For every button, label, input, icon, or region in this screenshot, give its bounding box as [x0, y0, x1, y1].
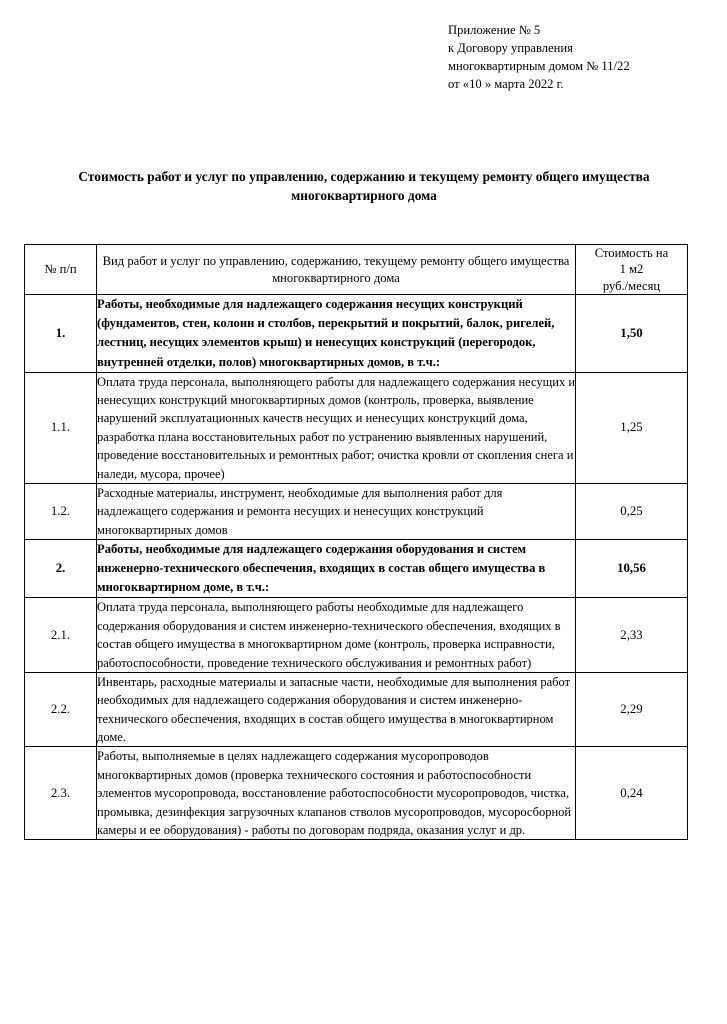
row-description: Расходные материалы, инструмент, необходимые для выполнения работ для надлежащего содержания и ремонта несущих и ненесущих конструкций многоквартирных домов: [97, 483, 576, 539]
table-row: [25, 295, 688, 373]
row-number: 2.2.: [25, 672, 97, 747]
row-description: Оплата труда персонала, выполняющего работы для надлежащего содержания несущих и ненесущих конструкций многоквартирных домов (контроль, проверка, выявление нарушений эксплуатационных качеств несущих и ненесущих конструкций дома, разработка плана восстановительных работ по устранению выявленных нарушений, проведение восстановительных и ремонтных работ; очистка кровли от скопления снега и наледи, мусора, прочее): [97, 372, 576, 483]
column-header-price: [576, 245, 688, 295]
column-header-description: Вид работ и услуг по управлению, содержанию, текущему ремонту общего имущества многоквартирного дома: [97, 245, 576, 295]
column-header-price-line3: руб./месяц: [602, 278, 661, 293]
page-title: Стоимость работ и услуг по управлению, содержанию и текущему ремонту общего имущества многоквартирного дома: [78, 169, 650, 203]
table-row: [25, 672, 688, 747]
row-description: Оплата труда персонала, выполняющего работы необходимые для надлежащего содержания оборудования и систем инженерно-технического обеспечения, входящих в состав общего имущества в многоквартирном доме (контроль, проверка исправности, работоспособности, проведение технического обслуживания и ремонтных работ): [97, 598, 576, 673]
header-line-date: от «10 » марта 2022 г.: [448, 76, 564, 91]
row-number: 1.: [25, 295, 97, 373]
row-price: 2,29: [576, 672, 688, 747]
row-description: Работы, необходимые для надлежащего содержания несущих конструкций (фундаментов, стен, колонн и столбов, перекрытий и покрытий, балок, ригелей, лестниц, несущих элементов крыш) и ненесущих конструкций (перегородок, внутренней отделки, полов) многоквартирных домов, в т.ч.:: [97, 295, 576, 373]
table-row: [25, 540, 688, 598]
table-row: [25, 598, 688, 673]
row-price: 1,50: [576, 295, 688, 373]
row-description: Работы, выполняемые в целях надлежащего содержания мусоропроводов многоквартирных домов (проверка технического состояния и работоспособности элементов мусоропровода, восстановление работоспособности мусоропроводов, чистка, промывка, дезинфекция загрузочных клапанов стволов мусоропроводов, мусоросборной камеры и ее оборудования) - работы по договорам подряда, оказания услуг и др.: [97, 747, 576, 840]
row-number: 2.1.: [25, 598, 97, 673]
document-header-block: [448, 22, 710, 94]
row-price: 1,25: [576, 372, 688, 483]
row-description: Инвентарь, расходные материалы и запасные части, необходимые для выполнения работ необходимых для надлежащего содержания оборудования и систем инженерно-технического обеспечения, входящих в состав общего имущества в многоквартирном доме.: [97, 672, 576, 747]
row-price: 0,25: [576, 483, 688, 539]
header-line-appendix: Приложение № 5: [448, 23, 541, 37]
table-header-row: [25, 245, 688, 295]
row-description: Работы, необходимые для надлежащего содержания оборудования и систем инженерно-технического обеспечения, входящих в состав общего имущества в многоквартирном доме, в т.ч.:: [97, 540, 576, 598]
row-price: 10,56: [576, 540, 688, 598]
column-header-price-line1: Стоимость на: [594, 246, 669, 260]
row-price: 0,24: [576, 747, 688, 840]
row-number: 1.2.: [25, 483, 97, 539]
table-row: [25, 372, 688, 483]
row-number: 1.1.: [25, 372, 97, 483]
table-row: [25, 483, 688, 539]
row-number: 2.3.: [25, 747, 97, 840]
header-line-contract: к Договору управления: [448, 40, 573, 55]
table-header: [25, 245, 688, 295]
table-row: [25, 747, 688, 840]
row-price: 2,33: [576, 598, 688, 673]
table-body: [25, 295, 688, 840]
header-line-building: многоквартирным домом № 11/22: [448, 58, 630, 73]
column-header-number: № п/п: [25, 245, 97, 295]
column-header-price-line2: 1 м2: [619, 262, 644, 277]
row-number: 2.: [25, 540, 97, 598]
cost-table: [24, 244, 688, 840]
